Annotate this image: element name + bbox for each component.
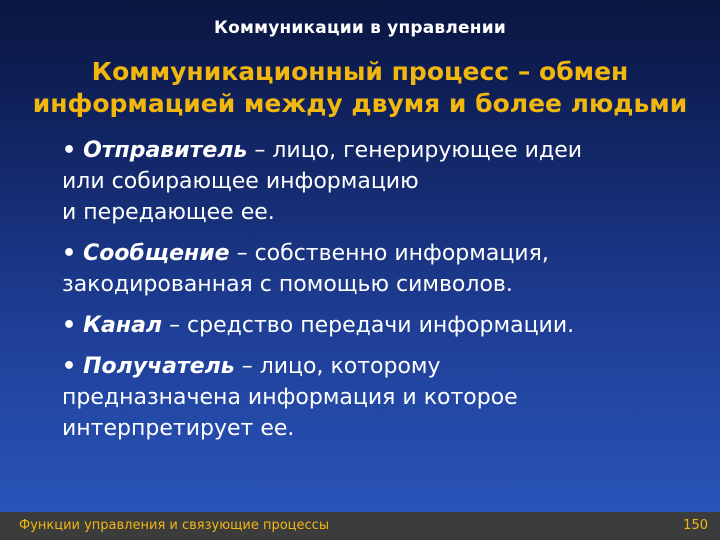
bullet-list [62, 135, 702, 454]
bullet-text: – собственно информация, [236, 241, 549, 266]
bullet-text: – лицо, генерирующее идеи [254, 138, 583, 163]
bullet-text: и передающее ее. [62, 200, 275, 225]
bullet-term: Отправитель [83, 138, 248, 163]
bullet-text: закодированная с помощью символов. [62, 272, 513, 297]
footer-bar [0, 512, 720, 540]
bullet-text: – средство передачи информации. [169, 313, 575, 338]
bullet-term: Канал [83, 313, 163, 338]
bullet-text: предназначена информация и которое [62, 385, 518, 410]
bullet-item-receiver [62, 351, 702, 444]
section-title: Коммуникации в управлении [214, 18, 506, 38]
bullet-icon: • [62, 138, 77, 163]
bullet-item-channel [62, 310, 702, 341]
slide-title: Коммуникационный процесс – обмен информацией между двумя и более людьми [32, 57, 688, 118]
bullet-term: Сообщение [83, 241, 230, 266]
page-number: 150 [683, 518, 708, 533]
footer-text: Функции управления и связующие процессы [19, 518, 330, 533]
bullet-term: Получатель [83, 354, 235, 379]
bullet-icon: • [62, 241, 77, 266]
bullet-text: или собирающее информацию [62, 169, 419, 194]
bullet-text: – лицо, которому [241, 354, 441, 379]
bullet-icon: • [62, 313, 77, 338]
bullet-item-sender [62, 135, 702, 228]
bullet-item-message [62, 238, 702, 300]
bullet-icon: • [62, 354, 77, 379]
bullet-text: интерпретирует ее. [62, 416, 295, 441]
